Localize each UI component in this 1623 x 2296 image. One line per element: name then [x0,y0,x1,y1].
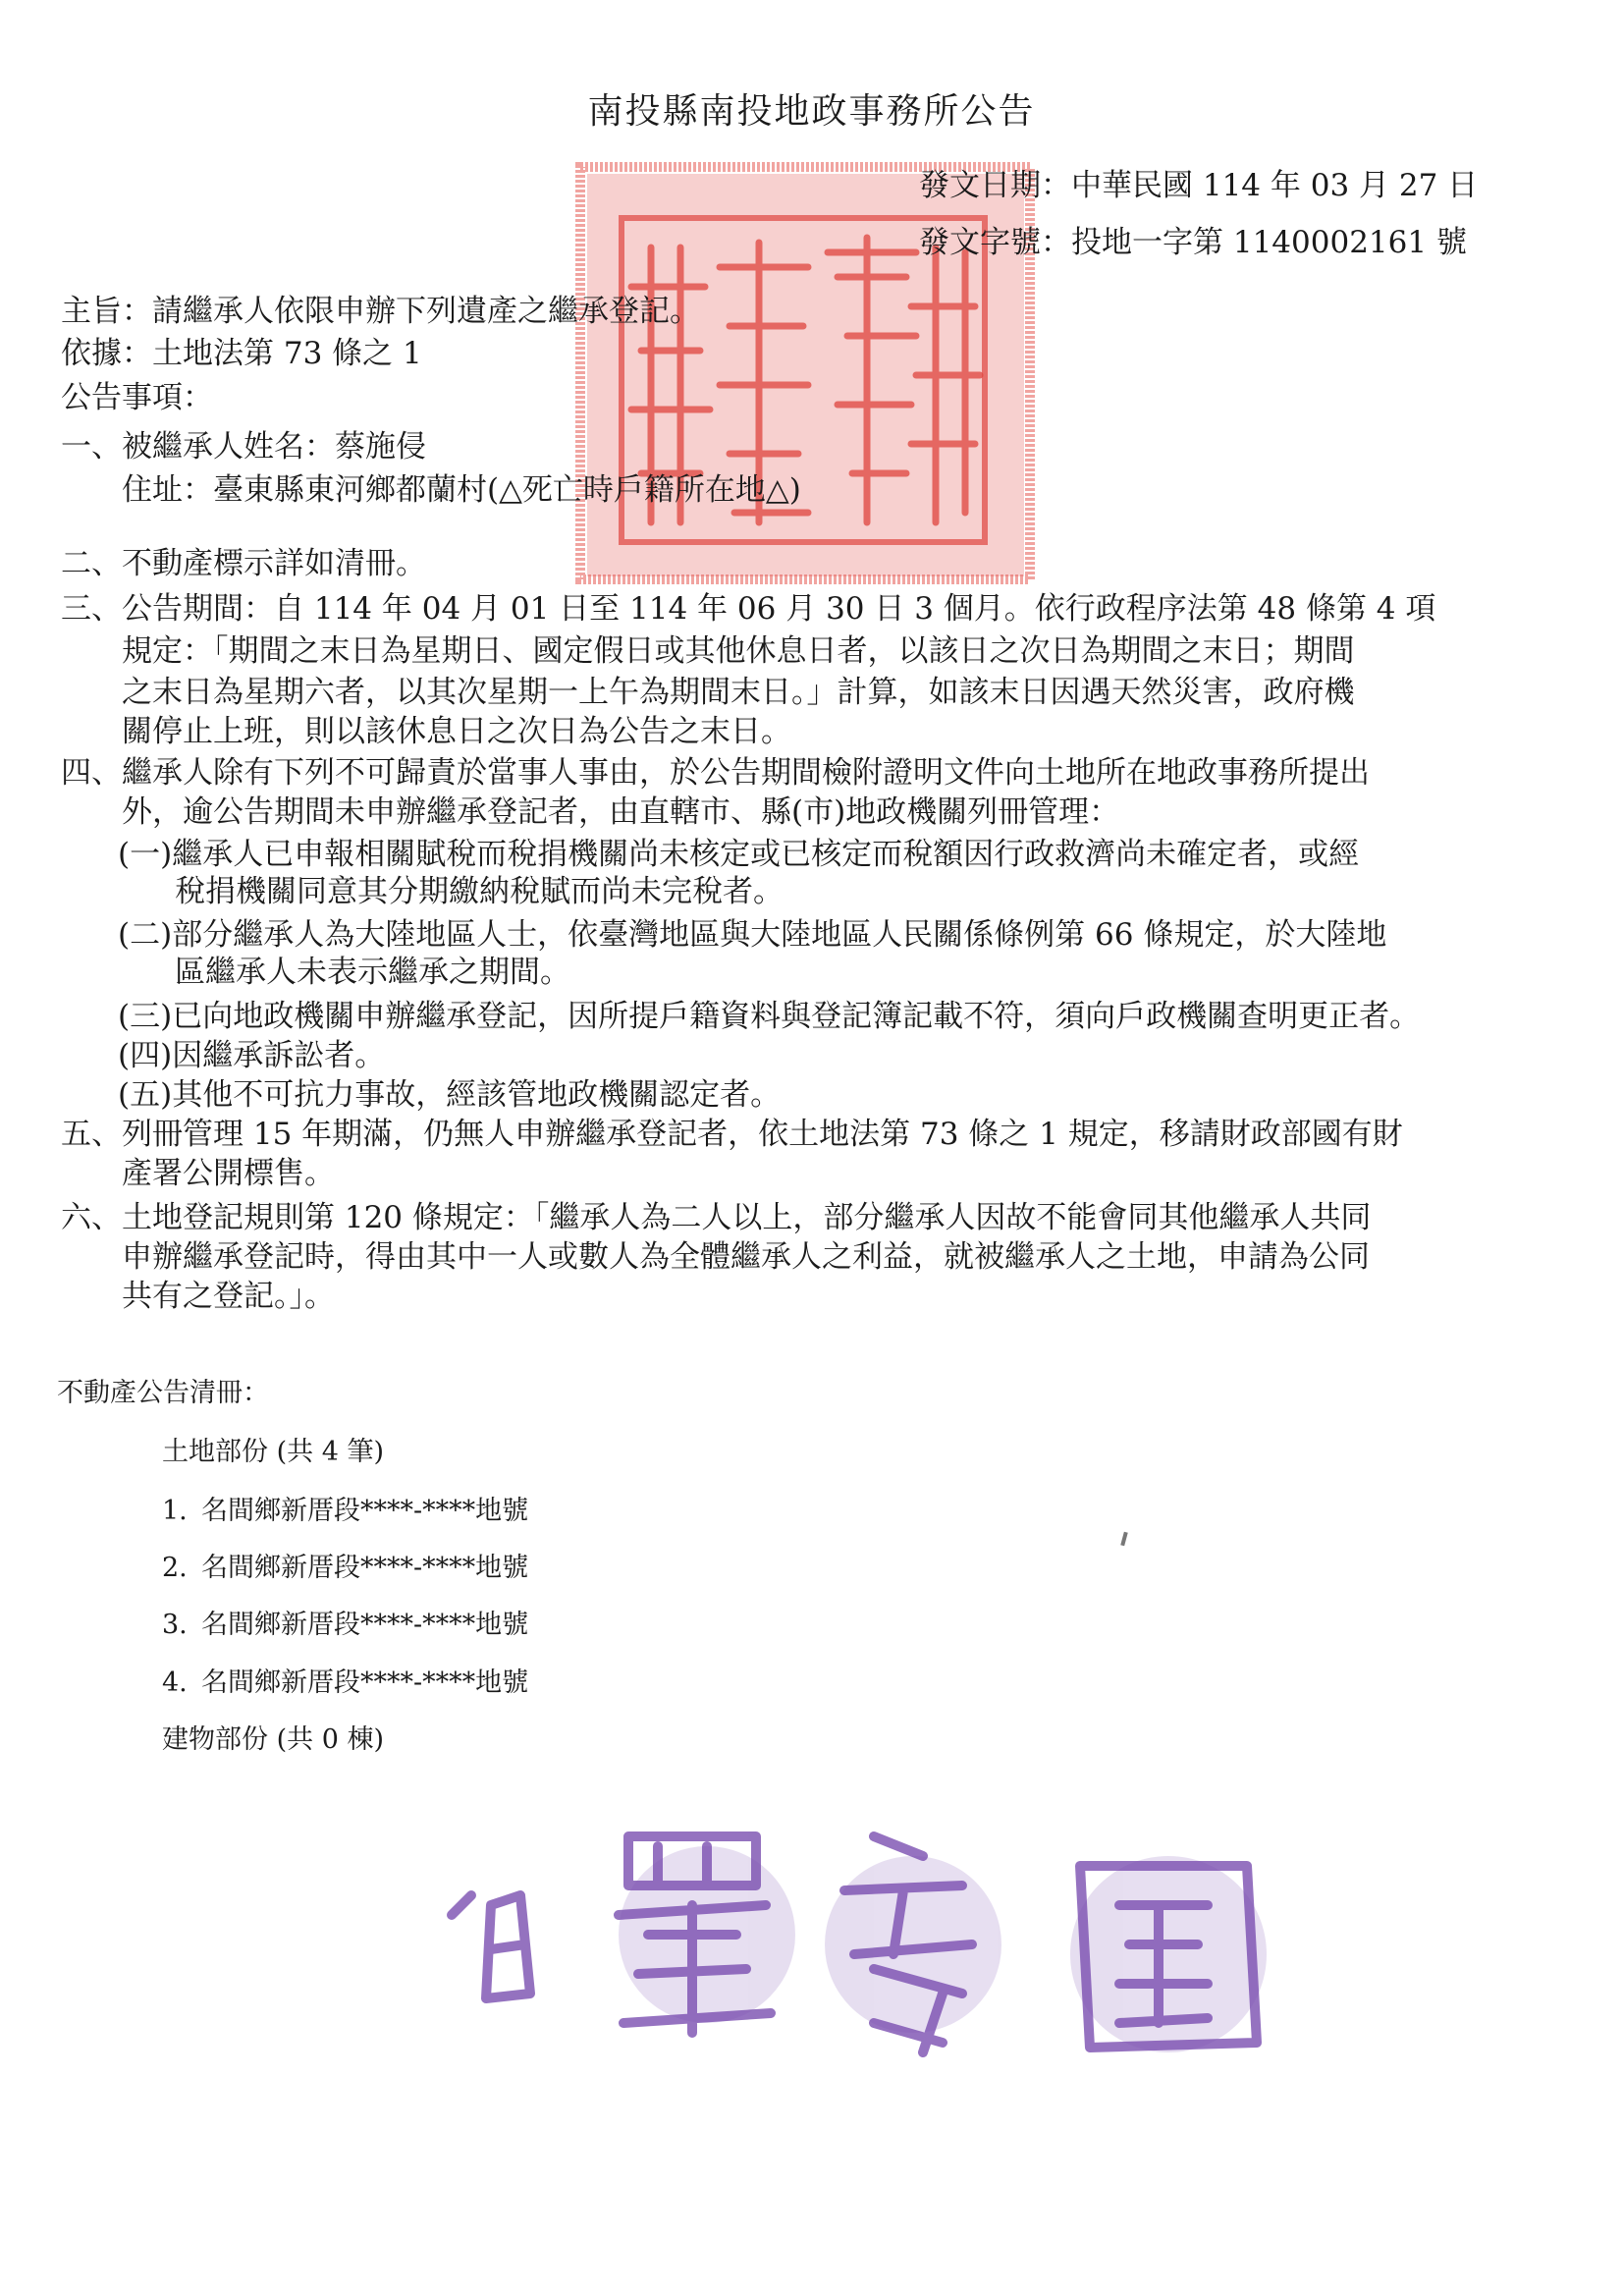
item4-sub-line: (一)繼承人已申報相關賦稅而稅捐機關尚未核定或已核定而稅額因行政救濟尚未確定者，或經 [118,837,1360,872]
item4-sub-line: 區繼承人未表示繼承之期間。 [175,955,570,990]
item4-line: 繼承人除有下列不可歸責於當事人事由，於公告期間檢附證明文件向土地所在地政事務所提出 [122,755,1370,791]
item3-line: 規定：「期間之末日為星期日、國定假日或其他休息日者，以該日之次日為期間之末日；期間 [122,633,1355,669]
item3-line: 公告期間：自 114 年 04 月 01 日至 114 年 06 月 30 日 3 個月。依行政程序法第 48 條第 4 項 [122,591,1436,627]
item-number: 二、 [61,546,122,581]
item6-line: 共有之登記。」。 [122,1279,335,1314]
item2-text: 不動產標示詳如清冊。 [122,546,426,581]
notice-title: 南投縣南投地政事務所公告 [587,91,1036,132]
item3-line: 關停止上班，則以該休息日之次日為公告之末日。 [122,714,791,749]
subject-line: 主旨：請繼承人依限申辦下列遺產之繼承登記。 [61,294,700,329]
land-item-number: 1. [162,1496,188,1526]
land-item: 名間鄉新厝段****-****地號 [201,1496,529,1526]
director-seal-stamp [412,1797,1345,2092]
pen-mark [1120,1532,1127,1547]
item4-sub-line: (四)因繼承訴訟者。 [118,1038,386,1073]
land-item-number: 2. [162,1553,188,1583]
item-number: 五、 [61,1117,122,1152]
item4-sub-line: (二)部分繼承人為大陸地區人士，依臺灣地區與大陸地區人民關係條例第 66 條規定，於大陸地 [118,917,1387,953]
office-seal-stamp [572,159,1039,591]
item6-line: 土地登記規則第 120 條規定：「繼承人為二人以上，部分繼承人因故不能會同其他繼承人共同 [122,1200,1372,1235]
building-heading: 建物部份 (共 0 棟) [162,1724,384,1755]
item-number: 六、 [61,1200,122,1235]
basis-line: 依據：土地法第 73 條之 1 [61,336,422,371]
item4-sub-line: (五)其他不可抗力事故，經該管地政機關認定者。 [118,1077,782,1113]
land-item: 名間鄉新厝段****-****地號 [201,1667,529,1698]
item-number: 四、 [61,755,122,791]
item4-sub-line: 稅捐機關同意其分期繳納稅賦而尚未完稅者。 [175,874,784,909]
item5-line: 產署公開標售。 [122,1156,335,1191]
item-number: 三、 [61,591,122,627]
item-number: 一、 [61,429,122,465]
item5-line: 列冊管理 15 年期滿，仍無人申辦繼承登記者，依土地法第 73 條之 1 規定，移請財政部國有財 [122,1117,1403,1152]
land-item-number: 3. [162,1610,188,1640]
item4-sub-line: (三)已向地政機關申辦繼承登記，因所提戶籍資料與登記簿記載不符，須向戶政機關查明更正者。 [118,999,1421,1034]
decedent-name: 被繼承人姓名：蔡施侵 [122,429,426,465]
land-item: 名間鄉新厝段****-****地號 [201,1553,529,1583]
issue-date: 發文日期：中華民國 114 年 03 月 27 日 [919,168,1479,203]
issue-number: 發文字號：投地一字第 1140002161 號 [919,225,1467,260]
land-item-number: 4. [162,1667,188,1698]
notice-heading: 公告事項： [61,380,213,415]
item4-line: 外，逾公告期間未申辦繼承登記者，由直轄市、縣(市)地政機關列冊管理： [122,794,1120,830]
land-item: 名間鄉新厝段****-****地號 [201,1610,529,1640]
item6-line: 申辦繼承登記時，得由其中一人或數人為全體繼承人之利益，就被繼承人之土地，申請為公同 [122,1239,1370,1275]
register-heading: 不動產公告清冊： [57,1378,269,1408]
land-heading: 土地部份 (共 4 筆) [162,1437,384,1467]
item3-line: 之末日為星期六者，以其次星期一上午為期間末日。」計算，如該末日因遇天然災害，政府機 [122,675,1355,710]
decedent-address: 住址：臺東縣東河鄉都蘭村(△死亡時戶籍所在地△) [122,472,801,508]
